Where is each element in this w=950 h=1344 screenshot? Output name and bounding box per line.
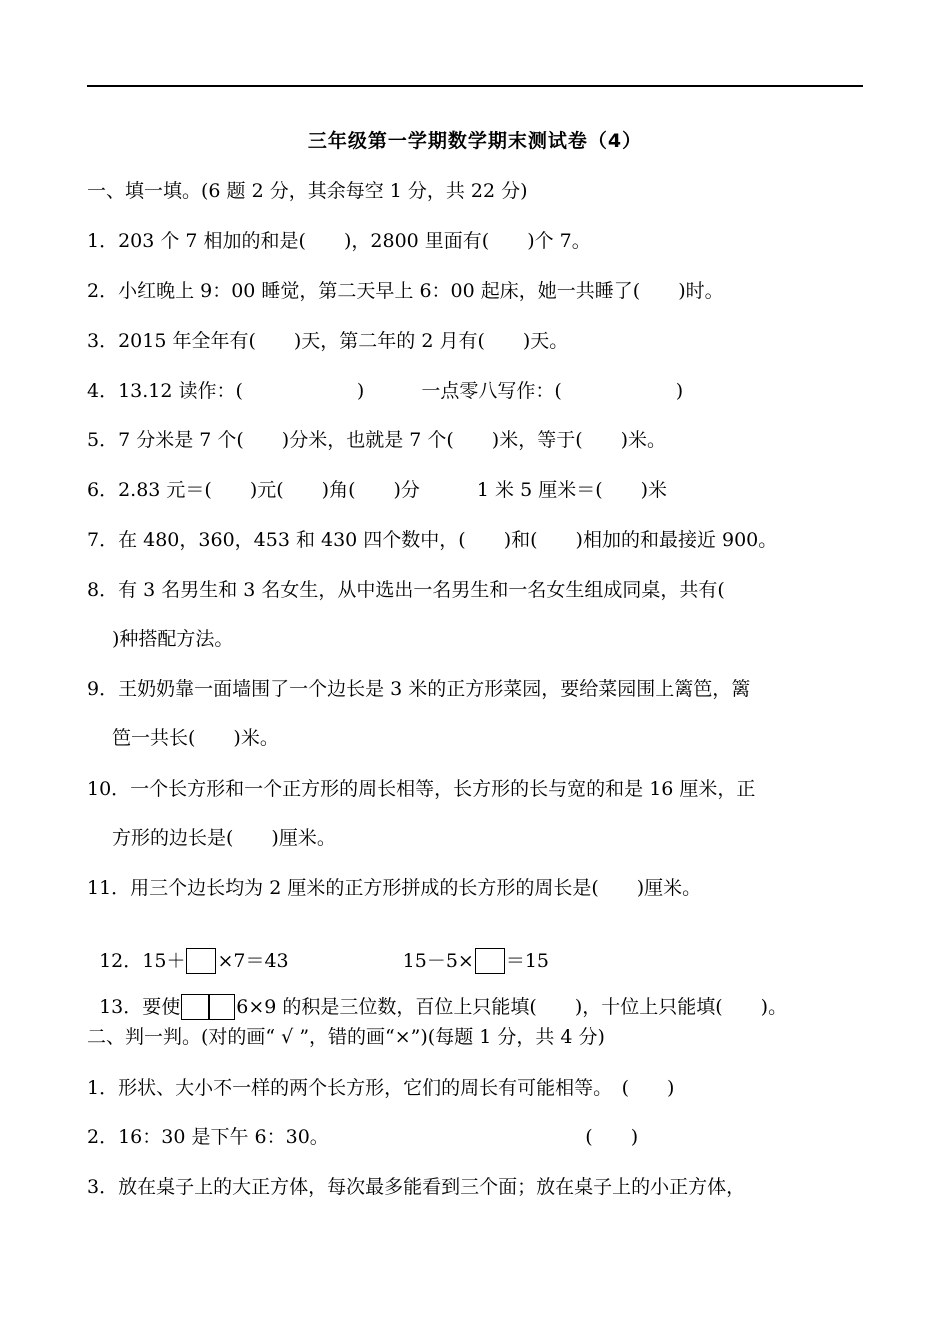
question-6: 6．2.83 元＝( )元( )角( )分 1 米 5 厘米＝( )米: [87, 479, 668, 501]
question-13-prefix: 13．要使: [99, 996, 181, 1018]
section1-heading: 一、填一填。(6 题 2 分，其余每空 1 分，共 22 分): [87, 180, 528, 202]
question-3: 3．2015 年全年有( )天，第二年的 2 月有( )天。: [87, 330, 569, 352]
question-9-line1: 9．王奶奶靠一面墙围了一个边长是 3 米的正方形菜园，要给菜园围上篱笆，篱: [87, 678, 751, 700]
question-13-suffix: 6×9 的积是三位数，百位上只能填( )，十位上只能填( )。: [236, 996, 788, 1018]
question-5: 5．7 分米是 7 个( )分米，也就是 7 个( )米，等于( )米。: [87, 429, 667, 451]
question-7: 7．在 480，360，453 和 430 四个数中，( )和( )相加的和最接近 900。: [87, 529, 778, 551]
judge-question-2: 2．16：30 是下午 6：30。 ( ): [87, 1126, 639, 1148]
page-title: 三年级第一学期数学期末测试卷（4）: [307, 130, 643, 152]
question-12: [87, 924, 549, 974]
question-10-line2: 方形的边长是( )厘米。: [112, 827, 336, 849]
question-1: 1．203 个 7 相加的和是( )，2800 里面有( )个 7。: [87, 230, 591, 252]
question-8-line2: )种搭配方法。: [112, 628, 234, 650]
question-12-mid: ×7＝43 15－5×: [217, 950, 474, 972]
header-rule: [87, 85, 863, 87]
answer-box-double[interactable]: [181, 994, 235, 1020]
question-12-suffix: ＝15: [505, 950, 550, 972]
judge-question-1: 1．形状、大小不一样的两个长方形，它们的周长有可能相等。 ( ): [87, 1077, 675, 1099]
question-11: 11．用三个边长均为 2 厘米的正方形拼成的长方形的周长是( )厘米。: [87, 877, 702, 899]
question-9-line2: 笆一共长( )米。: [112, 727, 279, 749]
question-8-line1: 8．有 3 名男生和 3 名女生，从中选出一名男生和一名女生组成同桌，共有(: [87, 579, 725, 601]
question-4: 4．13.12 读作：( ) 一点零八写作：( ): [87, 380, 684, 402]
question-2: 2．小红晚上 9：00 睡觉，第二天早上 6：00 起床，她一共睡了( )时。: [87, 280, 724, 302]
section2-heading: 二、判一判。(对的画“ √ ”，错的画“×”)(每题 1 分，共 4 分): [87, 1026, 605, 1048]
question-12-prefix: 12．15＋: [99, 950, 186, 972]
judge-question-3: 3．放在桌子上的大正方体，每次最多能看到三个面；放在桌子上的小正方体，: [87, 1176, 746, 1198]
question-13: [87, 970, 787, 1020]
question-10-line1: 10．一个长方形和一个正方形的周长相等，长方形的长与宽的和是 16 厘米，正: [87, 778, 756, 800]
